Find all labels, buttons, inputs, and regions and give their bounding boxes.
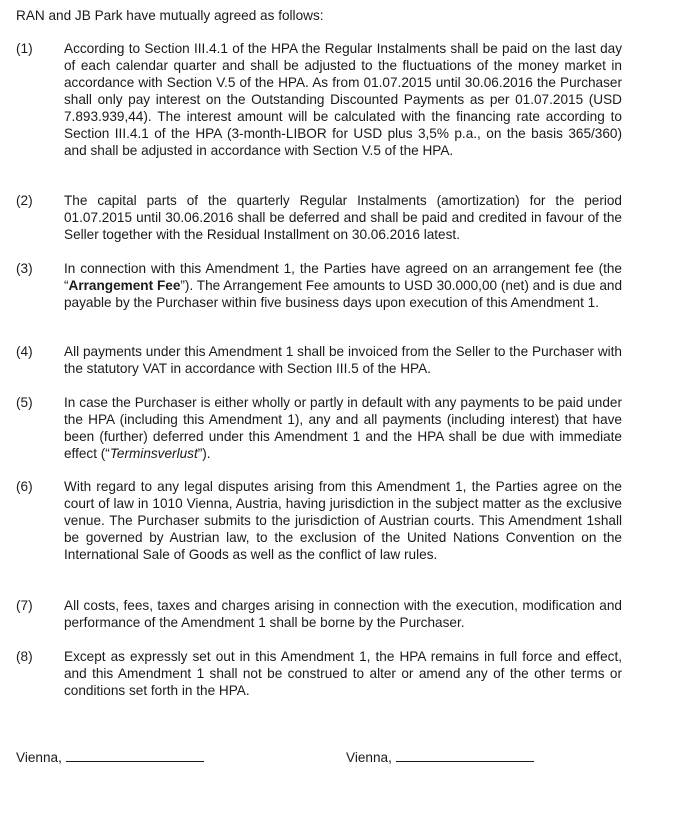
defined-term: Terminsverlust	[109, 446, 198, 461]
clause-number: (5)	[16, 395, 33, 410]
clause-text: All payments under this Amendment 1 shall be invoiced from the Seller to the Purchaser with the statutory VAT in accordance with Section III.5 of the HPA.	[64, 344, 622, 376]
clause-number: (7)	[16, 598, 33, 613]
clause-text: All costs, fees, taxes and charges arising in connection with the execution, modification and performance of the Amendment 1 shall be borne by the Purchaser.	[64, 598, 622, 630]
signature-line[interactable]	[396, 748, 534, 762]
clause-number: (1)	[16, 41, 33, 56]
clause-3	[16, 260, 622, 311]
clause-number: (2)	[16, 193, 33, 208]
clause-text: The capital parts of the quarterly Regular Instalments (amortization) for the period 01.07.2015 until 30.06.2016 shall be deferred and shall be paid and credited in favour of the Seller together with the Residual Installment on 30.06.2016 latest.	[64, 193, 622, 242]
signature-place: Vienna,	[346, 750, 392, 765]
clause-text: With regard to any legal disputes arising from this Amendment 1, the Parties agree on the court of law in 1010 Vienna, Austria, having jurisdiction in the subject matter as the exclusive venue. The Purchaser submits to the jurisdiction of Austrian courts. This Amendment 1shall be governed by Austrian law, to the exclusion of the United Nations Convention on the International Sale of Goods as well as the conflict of law rules.	[64, 479, 622, 562]
clause-text-part: ”).	[197, 446, 211, 461]
clause-1	[16, 40, 622, 159]
clause-text-part: ”). The Arrangement Fee amounts to USD 30.000,00 (net) and is due and payable by the Purchaser within five business days upon execution of this Amendment 1.	[64, 278, 622, 310]
signature-block-right	[346, 748, 534, 766]
clause-5	[16, 394, 622, 462]
defined-term: Arrangement Fee	[68, 278, 181, 293]
clause-8	[16, 648, 622, 699]
signature-line[interactable]	[66, 748, 204, 762]
clause-text-part: In case the Purchaser is either wholly or partly in default with any payments to be paid under the HPA (including this Amendment 1), any and all payments (including interest) that have been (further) deferred under this Amendment 1 and the HPA shall be due with immediate effect (“	[64, 395, 622, 461]
clause-number: (8)	[16, 649, 33, 664]
signature-block-left	[16, 748, 204, 766]
clause-7	[16, 597, 622, 631]
clause-text: According to Section III.4.1 of the HPA the Regular Instalments shall be paid on the last day of each calendar quarter and shall be adjusted to the fluctuations of the money market in accordance with Section V.5 of the HPA. As from 01.07.2015 until 30.06.2016 the Purchaser shall only pay interest on the Outstanding Discounted Payments as per 01.07.2015 (USD 7.893.939,44). The interest amount will be calculated with the financing rate according to Section III.4.1 of the HPA (3-month-LIBOR for USD plus 3,5% p.a., on the basis 365/360) and shall be adjusted in accordance with Section V.5 of the HPA.	[64, 41, 622, 158]
intro-text: RAN and JB Park have mutually agreed as follows:	[16, 8, 324, 23]
clause-text	[64, 394, 622, 462]
clause-6	[16, 478, 622, 563]
clause-text-part: In connection with this Amendment 1, the Parties have agreed on an arrangement fee (the “	[64, 261, 622, 293]
clause-number: (4)	[16, 344, 33, 359]
clause-2	[16, 192, 622, 243]
clause-4	[16, 343, 622, 377]
signature-place: Vienna,	[16, 750, 62, 765]
clause-number: (6)	[16, 479, 33, 494]
clause-text	[64, 260, 622, 311]
clause-text: Except as expressly set out in this Amendment 1, the HPA remains in full force and effect, and this Amendment 1 shall not be construed to alter or amend any of the other terms or conditions set forth in the HPA.	[64, 649, 622, 698]
clause-number: (3)	[16, 261, 33, 276]
